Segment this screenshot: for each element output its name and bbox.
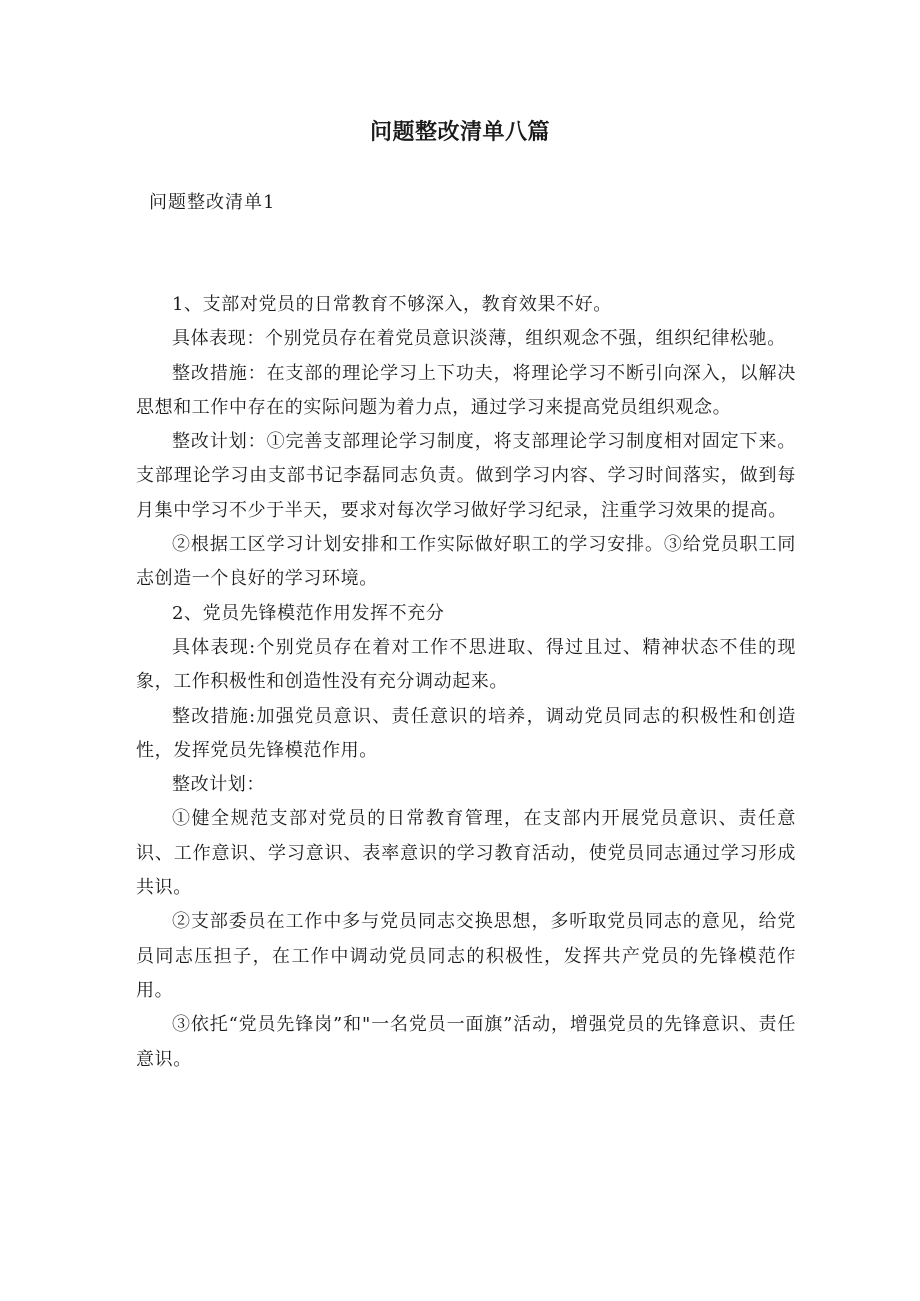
paragraph-plan-2-step-2: ②支部委员在工作中多与党员同志交换思想，多听取党员同志的意见，给党员同志压担子，在工作中调动党员同志的积极性，发挥共产党员的先锋模范作用。	[136, 911, 796, 1001]
paragraph-item-2-heading: 2、党员先锋模范作用发挥不充分	[172, 602, 445, 624]
paragraph-performance-1: 具体表现：个别党员存在着党员意识淡薄，组织观念不强，组织纪律松驰。	[172, 328, 786, 350]
paragraph-item-1-heading: 1、支部对党员的日常教育不够深入，教育效果不好。	[172, 294, 612, 315]
document-title: 问题整改清单八篇	[369, 120, 550, 145]
paragraph-plan-2-step-3: ③依托“党员先锋岗”和"一名党员一面旗”活动，增强党员的先锋意识、责任意识。	[136, 1014, 796, 1070]
paragraph-plan-1: 整改计划：①完善支部理论学习制度，将支部理论学习制度相对固定下来。支部理论学习由支部书记李磊同志负责。做到学习内容、学习时间落实，做到每月集中学习不少于半天，要求对每次学习做好学习纪录，注重学习效果的提高。	[136, 431, 796, 521]
paragraph-measures-2: 整改措施:加强党员意识、责任意识的培养，调动党员同志的积极性和创造性，发挥党员先锋模范作用。	[136, 705, 796, 761]
paragraph-plan-2-label: 整改计划：	[172, 774, 265, 796]
paragraph-plan-1-continued: ②根据工区学习计划安排和工作实际做好职工的学习安排。③给党员职工同志创造一个良好的学习环境。	[136, 534, 796, 590]
document-body	[136, 288, 796, 1077]
paragraph-measures-1: 整改措施：在支部的理论学习上下功夫，将理论学习不断引向深入，以解决思想和工作中存在的实际问题为着力点，通过学习来提高党员组织观念。	[136, 362, 796, 418]
paragraph-performance-2: 具体表现:个别党员存在着对工作不思进取、得过且过、精神状态不佳的现象，工作积极性和创造性没有充分调动起来。	[136, 636, 796, 693]
section-heading: 问题整改清单1	[149, 192, 276, 213]
paragraph-plan-2-step-1: ①健全规范支部对党员的日常教育管理，在支部内开展党员意识、责任意识、工作意识、学习意识、表率意识的学习教育活动，使党员同志通过学习形成共识。	[136, 808, 796, 899]
